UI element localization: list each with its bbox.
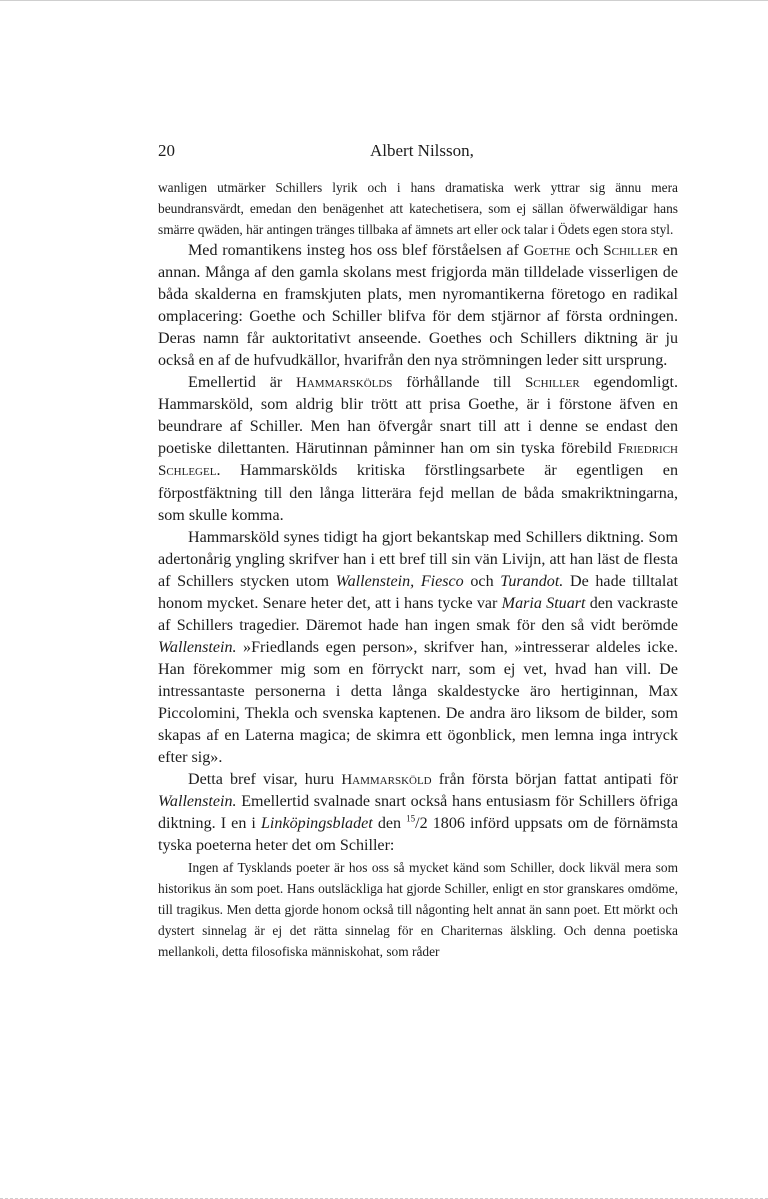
superscript: 15 <box>406 813 416 824</box>
text-run: förhållande till <box>392 374 525 392</box>
italic-title: Maria Stuart <box>501 594 586 612</box>
text-run: Med romantikens insteg hos oss blef förståelsen af <box>188 242 524 259</box>
text-run: De hade tilltalat honom mycket. Senare heter det, att i hans tycke var <box>158 572 678 612</box>
italic-title: Wallenstein. <box>158 793 237 811</box>
small-caps-name: Schiller <box>603 243 659 259</box>
italic-title: Turandot. <box>500 572 564 590</box>
small-caps-name: Friedrich Schlegel <box>158 441 678 480</box>
italic-title: Wallenstein. <box>158 638 237 656</box>
italic-title: Wallenstein, Fiesco <box>335 572 464 590</box>
running-title: Albert Nilsson, <box>370 141 474 160</box>
body-text <box>158 177 678 962</box>
paragraph <box>158 857 678 962</box>
paragraph <box>158 769 678 857</box>
text-run: egendomligt. Hammarsköld, som aldrig blir trött att prisa Goethe, är i förstone äfven en beundrare af Schiller. Men han öfvergår snart till att i denne se endast den poetiske dilettanten. Härutinnan påminner han om sin tyska förebild <box>158 374 678 458</box>
text-run: en annan. Många af den gamla skolans mest frigjorda män tilldelade visserligen de båda skalderna en framskjuten plats, men nyromantikerna företogo en radikal omplacering: Goethe och Schiller blifva för dem stjärnor af första ordningen. Deras namn får auktoritativt anseende. Goethes och Schillers diktning är ju också en af de hufvudkällor, hvarifrån den nya strömningen leder sitt ursprung. <box>158 242 678 370</box>
text-run: den <box>372 815 407 833</box>
paragraph <box>158 177 678 240</box>
small-caps-name: Goethe <box>523 243 571 259</box>
text-run: och <box>463 572 501 590</box>
text-run: . Hammarskölds kritiska förstlingsarbete är egentligen en förpostfäktning till den långa litterära fejd mellan de båda smakriktningarna, som skulle komma. <box>158 462 678 524</box>
text-run: Detta bref visar, huru <box>188 771 342 789</box>
text-run: Emellertid svalnade snart också hans entusiasm för Schillers öfriga diktning. I en i <box>158 793 678 833</box>
small-caps-name: Hammarsköld <box>341 772 432 789</box>
paragraph <box>158 240 678 372</box>
text-run: Hammarsköld synes tidigt ha gjort bekantskap med Schillers diktning. Som adertonårig yngling skrifver han i ett bref till sin vän Livijn, att han läst de flesta af Schillers stycken utom <box>158 528 678 590</box>
text-run: »Friedlands egen person», skrifver han, »intresserar aldeles icke. Han förekommer mig som en förryckt narr, som ej vet, hvad han vill. De intressantaste personerna i detta långa skaldestycke äro hertiginnan, Max Piccolomini, Thekla och svenska kaptenen. De andra äro liksom de bilder, som skapas af en Laterna magica; de skimra ett ögonblick, men lemna inga intryck efter sig». <box>158 638 678 767</box>
text-run: Ingen af Tysklands poeter är hos oss så mycket känd som Schiller, dock likväl mera som historikus än som poet. Hans outsläckliga hat gjorde Schiller, enligt en stor granskares omdöme, till tragikus. Men detta gjorde honom också till någonting helt annat än sann poet. Ett mörkt och dystert sinnelag är ej det rätta sinnelag för en Chariternas älskling. Och denna poetiska mellankoli, detta filosofiska människohat, som råder <box>158 860 678 960</box>
text-run: från första början fattat antipati för <box>431 771 678 789</box>
text-run: /2 1806 införd uppsats om de förnämsta tyska poeterna heter det om Schiller: <box>158 815 678 855</box>
small-caps-name: Hammarskölds <box>296 375 393 392</box>
italic-title: Linköpingsbladet <box>260 815 373 833</box>
text-run: den vackraste af Schillers tragedier. Däremot hade han ingen smak för den så vidt berömde <box>158 594 678 634</box>
page-number: 20 <box>158 141 175 160</box>
text-run: och <box>570 242 604 259</box>
paragraph <box>158 372 678 526</box>
text-run: Emellertid är <box>188 374 297 392</box>
text-run: wanligen utmärker Schillers lyrik och i hans dramatiska werk yttrar sig ännu mera beundransvärdt, emedan den benägenhet att katechetisera, som ej sällan öfwerwäldigar hans smärre qwäden, här antingen tränges tillbaka af ämnets art eller ock talar i Ödets egen stora styl. <box>158 180 678 237</box>
small-caps-name: Schiller <box>524 375 580 392</box>
paragraph <box>158 527 678 770</box>
page-header <box>158 141 678 167</box>
